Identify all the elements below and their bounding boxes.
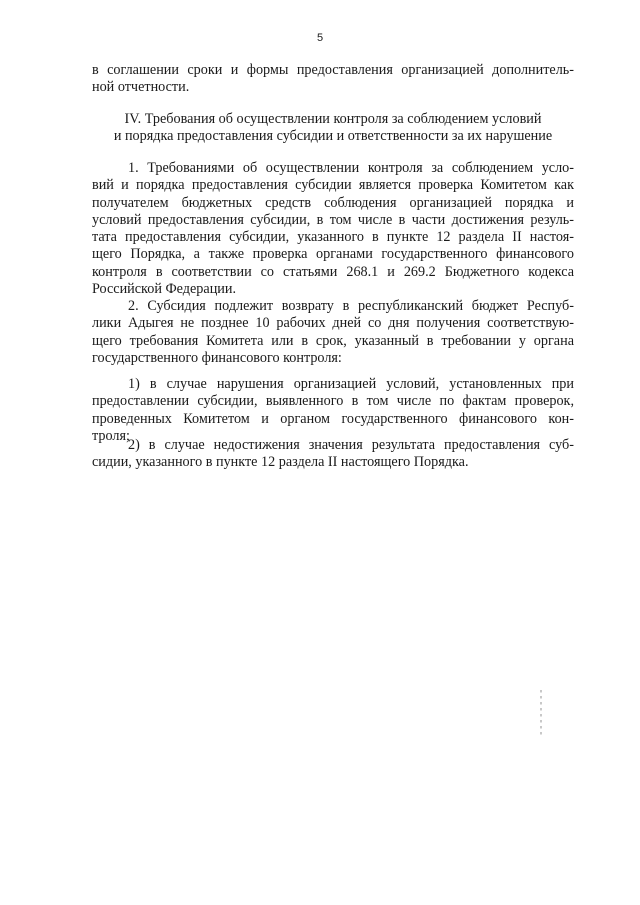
text-line: тата предоставления субсидии, указанного в пункте 12 раздела II настоя- bbox=[92, 229, 574, 246]
text-line: в соглашении сроки и формы предоставления организацией дополнитель- bbox=[92, 62, 574, 78]
text-line: условий предоставления субсидии, в том числе в части достижения резуль- bbox=[92, 211, 574, 228]
paragraph-2-item-2 bbox=[92, 437, 574, 472]
text-line: 2. Субсидия подлежит возврату в республиканский бюджет Респуб- bbox=[128, 298, 574, 314]
text-line: щего Порядка, а также проверка органами государственного финансового bbox=[92, 246, 574, 263]
text-line: контроля в соответствии со статьями 268.1 и 269.2 Бюджетного кодекса bbox=[92, 263, 574, 280]
margin-scan-mark bbox=[540, 690, 542, 736]
text-line: 1. Требованиями об осуществлении контроля за соблюдением усло- bbox=[128, 160, 574, 176]
text-line: лики Адыгея не позднее 10 рабочих дней со дня получения соответствую- bbox=[92, 315, 574, 332]
text-line: вий и порядка предоставления субсидии является проверка Комитетом как bbox=[92, 177, 574, 194]
text-line: 2) в случае недостижения значения результата предоставления суб- bbox=[128, 437, 574, 453]
text-line: государственного финансового контроля: bbox=[92, 349, 342, 366]
heading-line: IV. Требования об осуществлении контроля за соблюдением условий bbox=[124, 111, 542, 127]
page-number: 5 bbox=[316, 32, 324, 44]
text-line: сидии, указанного в пункте 12 раздела II настоящего Порядка. bbox=[92, 454, 469, 471]
text-line: 1) в случае нарушения организацией условий, установленных при bbox=[128, 376, 574, 392]
text-line: предоставлении субсидии, выявленного в том числе по фактам проверок, bbox=[92, 393, 574, 410]
text-line: получателем бюджетных средств соблюдения организацией порядка и bbox=[92, 194, 574, 211]
text-line: троля; bbox=[92, 427, 130, 444]
text-line: ной отчетности. bbox=[92, 79, 190, 96]
heading-line: и порядка предоставления субсидии и ответственности за их нарушение bbox=[113, 128, 553, 145]
paragraph-2 bbox=[92, 298, 574, 367]
text-line: щего требования Комитета или в срок, указанный в требовании у органа bbox=[92, 332, 574, 349]
paragraph-1 bbox=[92, 160, 574, 298]
text-line: Российской Федерации. bbox=[92, 281, 237, 298]
section-heading bbox=[92, 111, 574, 146]
paragraph-2-item-1 bbox=[92, 376, 574, 445]
intro-paragraph bbox=[92, 62, 574, 97]
text-line: проведенных Комитетом и органом государственного финансового кон- bbox=[92, 410, 574, 427]
